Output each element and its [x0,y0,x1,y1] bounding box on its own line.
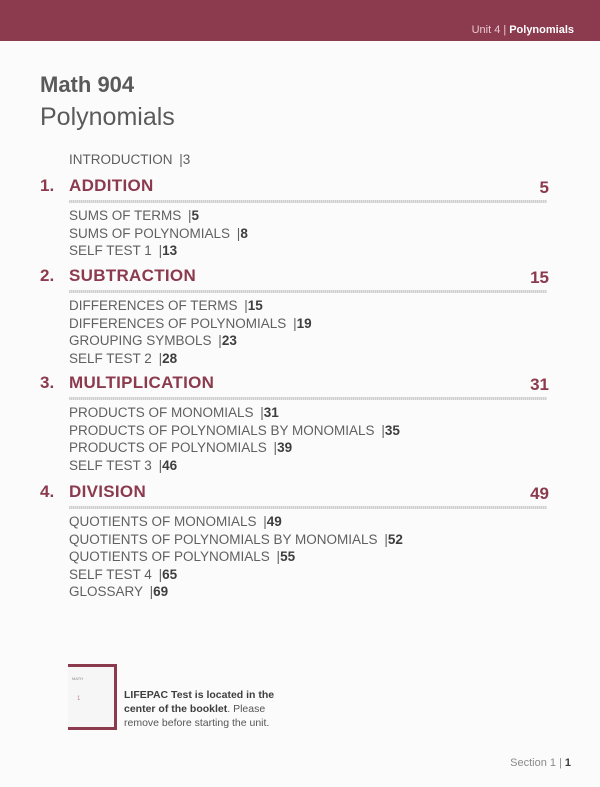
section-heading [0,266,600,288]
footer-label: Section 1 [510,757,557,769]
toc-entry [69,439,400,457]
entry-label: GROUPING SYMBOLS [69,333,212,348]
toc-entry [69,513,403,531]
entry-label: SELF TEST 4 [69,566,152,582]
section-entries [69,404,400,474]
toc-entry [69,315,312,333]
test-booklet-thumbnail [68,664,117,730]
entry-separator: | [293,315,297,331]
toc-entry [69,207,248,225]
lifepac-notice [124,688,299,730]
section-heading [0,482,600,504]
entry-separator: | [384,531,388,547]
entry-page: 31 [263,405,279,420]
entry-page: 19 [296,315,312,331]
toc-entry [69,404,400,422]
section-number: 3. [40,373,55,392]
introduction-separator: | [179,152,183,167]
page-footer [510,757,571,769]
entry-label: SUMS OF POLYNOMIALS [69,225,231,241]
section-title: SUBTRACTION [69,266,197,285]
entry-separator: | [158,350,163,366]
toc-entry [69,566,403,584]
section-title: MULTIPLICATION [69,373,215,392]
entry-separator: | [381,422,385,438]
notice-bold: LIFEPAC Test is located in the center of the booklet [124,689,275,715]
entry-label: QUOTIENTS OF POLYNOMIALS [69,549,270,564]
unit-name: Polynomials [509,24,574,36]
entry-label: SELF TEST 3 [69,457,152,473]
entry-label: SELF TEST 1 [69,243,152,258]
section-title: ADDITION [69,176,154,195]
entry-separator: | [276,549,281,564]
toc-section-division [0,482,600,599]
entry-label: QUOTIENTS OF POLYNOMIALS BY MONOMIALS [69,531,378,547]
section-number: 2. [40,266,55,285]
section-page: 15 [530,268,549,287]
toc-entry [69,242,248,260]
section-number: 1. [40,176,55,195]
entry-page: 15 [247,298,263,313]
thumbnail-title: MATH [72,676,84,681]
entry-page: 55 [280,549,296,564]
entry-separator: | [218,333,222,348]
entry-label: PRODUCTS OF MONOMIALS [69,405,254,420]
toc-entry [69,297,312,315]
section-divider [69,200,547,203]
introduction-page: 3 [182,152,191,167]
toc-section-subtraction [0,266,600,366]
entry-label: PRODUCTS OF POLYNOMIALS BY MONOMIALS [69,422,375,438]
section-number: 4. [40,482,55,501]
introduction-label: INTRODUCTION [69,152,173,167]
toc-entry [69,332,312,350]
footer-separator: | [559,757,562,769]
entry-separator: | [158,243,163,258]
toc-section-addition [0,176,600,258]
notice-rest: . Please remove before starting the unit. [124,703,270,729]
unit-header [472,24,574,36]
doc-title: Math 904 [40,72,135,97]
toc-entry [69,531,403,549]
unit-label: Unit 4 [471,24,501,36]
entry-label: GLOSSARY [69,584,143,599]
entry-label: QUOTIENTS OF MONOMIALS [69,514,257,529]
thumbnail-number: 1 [77,696,81,702]
unit-separator: | [503,24,507,36]
toc-entry [69,225,248,243]
toc-section-multiplication [0,373,600,473]
entry-separator: | [158,566,163,582]
section-heading [0,373,600,395]
entry-label: PRODUCTS OF POLYNOMIALS [69,440,267,455]
toc-entry [69,422,400,440]
section-title: DIVISION [69,482,147,501]
entry-page: 23 [221,333,237,348]
section-page: 49 [530,484,549,503]
toc-entry [69,350,312,368]
entry-page: 52 [387,531,403,547]
toc-introduction [69,152,190,167]
entry-page: 65 [162,566,178,582]
entry-page: 39 [277,440,293,455]
section-divider [69,290,547,293]
entry-page: 13 [162,243,178,258]
entry-label: DIFFERENCES OF POLYNOMIALS [69,315,287,331]
entry-label: SELF TEST 2 [69,350,152,366]
entry-page: 35 [384,422,400,438]
entry-separator: | [244,298,248,313]
doc-subtitle: Polynomials [40,103,175,131]
entry-label: SUMS OF TERMS [69,208,182,223]
entry-separator: | [158,457,163,473]
top-banner [0,0,600,41]
entry-page: 5 [191,208,200,223]
section-divider [69,506,547,509]
footer-page: 1 [564,757,571,769]
section-page: 5 [539,178,549,197]
entry-page: 8 [240,225,248,241]
section-entries [69,207,248,260]
entry-separator: | [260,405,264,420]
toc-entry [69,548,403,566]
section-entries [69,513,403,601]
entry-separator: | [188,208,192,223]
section-divider [69,397,547,400]
entry-page: 49 [266,514,282,529]
toc-entry [69,583,403,601]
section-heading [0,176,600,198]
entry-page: 69 [153,584,169,599]
section-page: 31 [530,375,549,394]
entry-separator: | [149,584,154,599]
entry-separator: | [273,440,278,455]
entry-label: DIFFERENCES OF TERMS [69,298,238,313]
section-entries [69,297,312,367]
entry-separator: | [236,225,241,241]
entry-separator: | [263,514,267,529]
entry-page: 46 [162,457,178,473]
toc-entry [69,457,400,475]
entry-page: 28 [162,350,178,366]
